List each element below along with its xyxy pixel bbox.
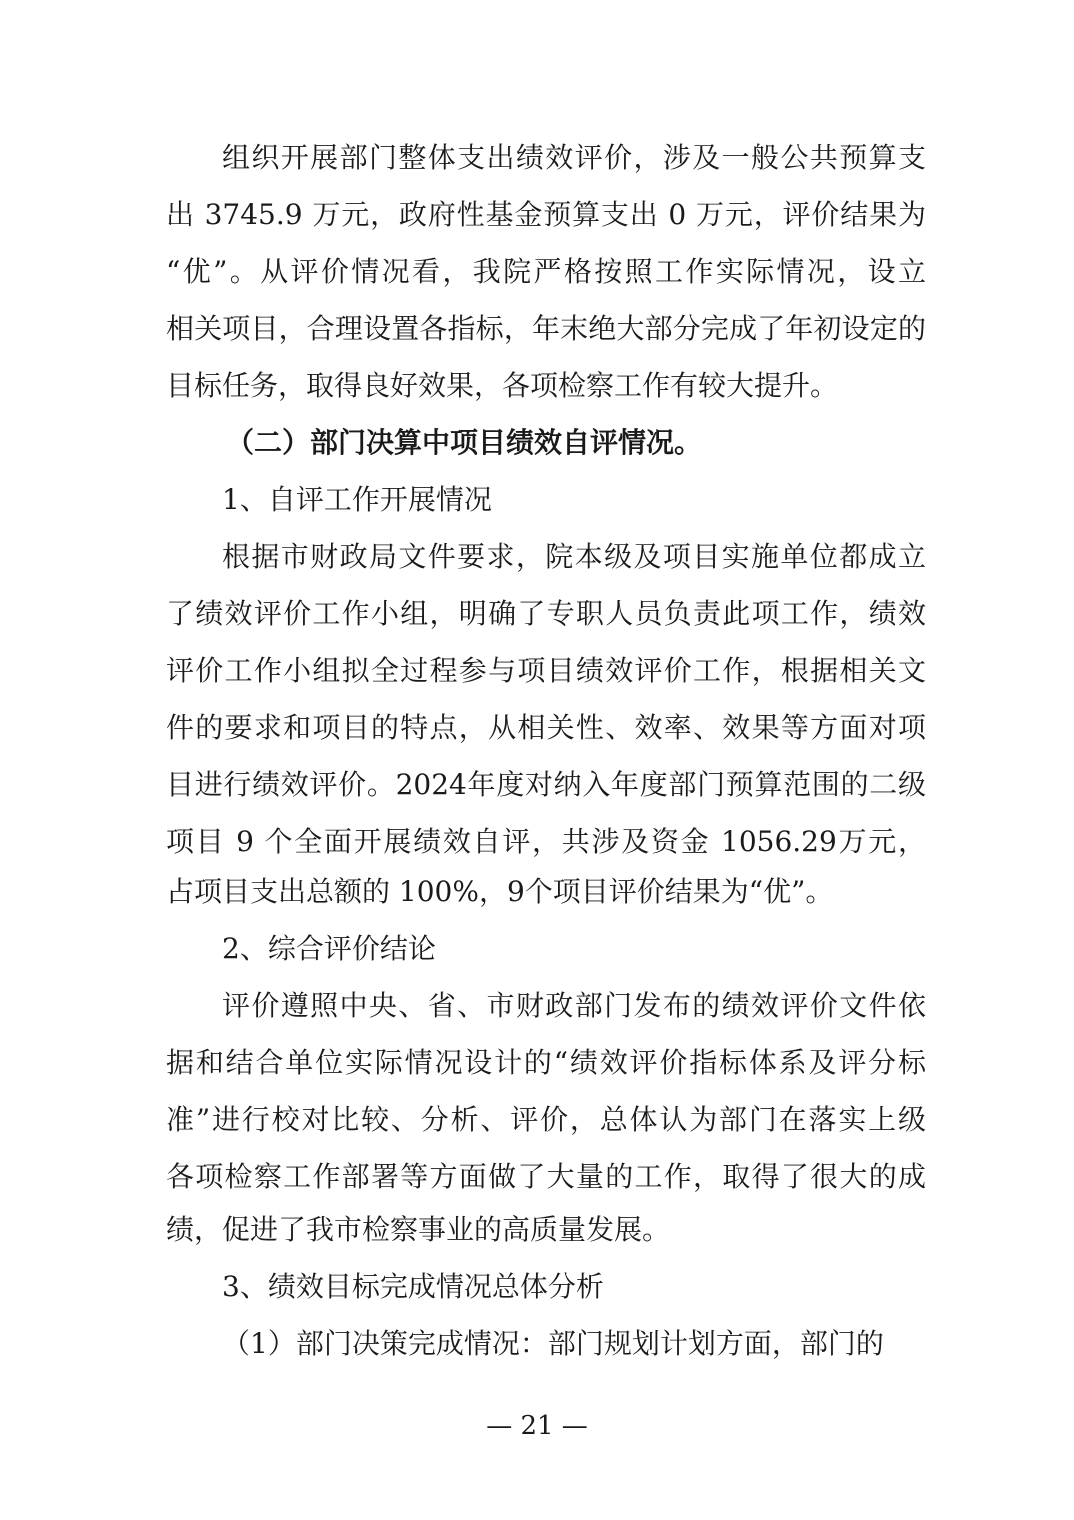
subsection-heading: 3、绩效目标完成情况总体分析 (222, 1270, 604, 1303)
paragraph-line: 出 3745.9 万元，政府性基金预算支出 0 万元，评价结果为 (166, 198, 926, 231)
page-number: — 21 — (486, 1411, 588, 1441)
paragraph-line: 目标任务，取得良好效果，各项检察工作有较大提升。 (166, 369, 839, 402)
subsection-heading: 1、自评工作开展情况 (222, 483, 492, 516)
paragraph-line: 各项检察工作部署等方面做了大量的工作，取得了很大的成 (166, 1160, 926, 1193)
paragraph-line: 评价遵照中央、省、市财政部门发布的绩效评价文件依 (222, 989, 926, 1022)
section-heading: （二）部门决算中项目绩效自评情况。 (226, 426, 703, 459)
subsection-heading: 2、综合评价结论 (222, 932, 436, 965)
paragraph-line: 目进行绩效评价。2024年度对纳入年度部门预算范围的二级 (166, 768, 926, 801)
paragraph-line: “优”。从评价情况看，我院严格按照工作实际情况，设立 (166, 255, 926, 288)
paragraph-line: 占项目支出总额的 100%，9个项目评价结果为“优”。 (166, 875, 834, 908)
paragraph-line: 绩，促进了我市检察事业的高质量发展。 (166, 1213, 671, 1246)
paragraph-line: 了绩效评价工作小组，明确了专职人员负责此项工作，绩效 (166, 597, 926, 630)
paragraph-line: 评价工作小组拟全过程参与项目绩效评价工作，根据相关文 (166, 654, 926, 687)
paragraph-line: 件的要求和项目的特点，从相关性、效率、效果等方面对项 (166, 711, 926, 744)
paragraph-line: 组织开展部门整体支出绩效评价，涉及一般公共预算支 (222, 141, 926, 174)
paragraph-line: （1）部门决策完成情况：部门规划计划方面，部门的 (222, 1327, 884, 1360)
paragraph-line: 根据市财政局文件要求，院本级及项目实施单位都成立 (222, 540, 926, 573)
paragraph-line: 准”进行校对比较、分析、评价，总体认为部门在落实上级 (166, 1103, 926, 1136)
paragraph-line: 项目 9 个全面开展绩效自评，共涉及资金 1056.29万元， (166, 825, 926, 858)
paragraph-line: 相关项目，合理设置各指标，年末绝大部分完成了年初设定的 (166, 312, 926, 345)
paragraph-line: 据和结合单位实际情况设计的“绩效评价指标体系及评分标 (166, 1046, 926, 1079)
